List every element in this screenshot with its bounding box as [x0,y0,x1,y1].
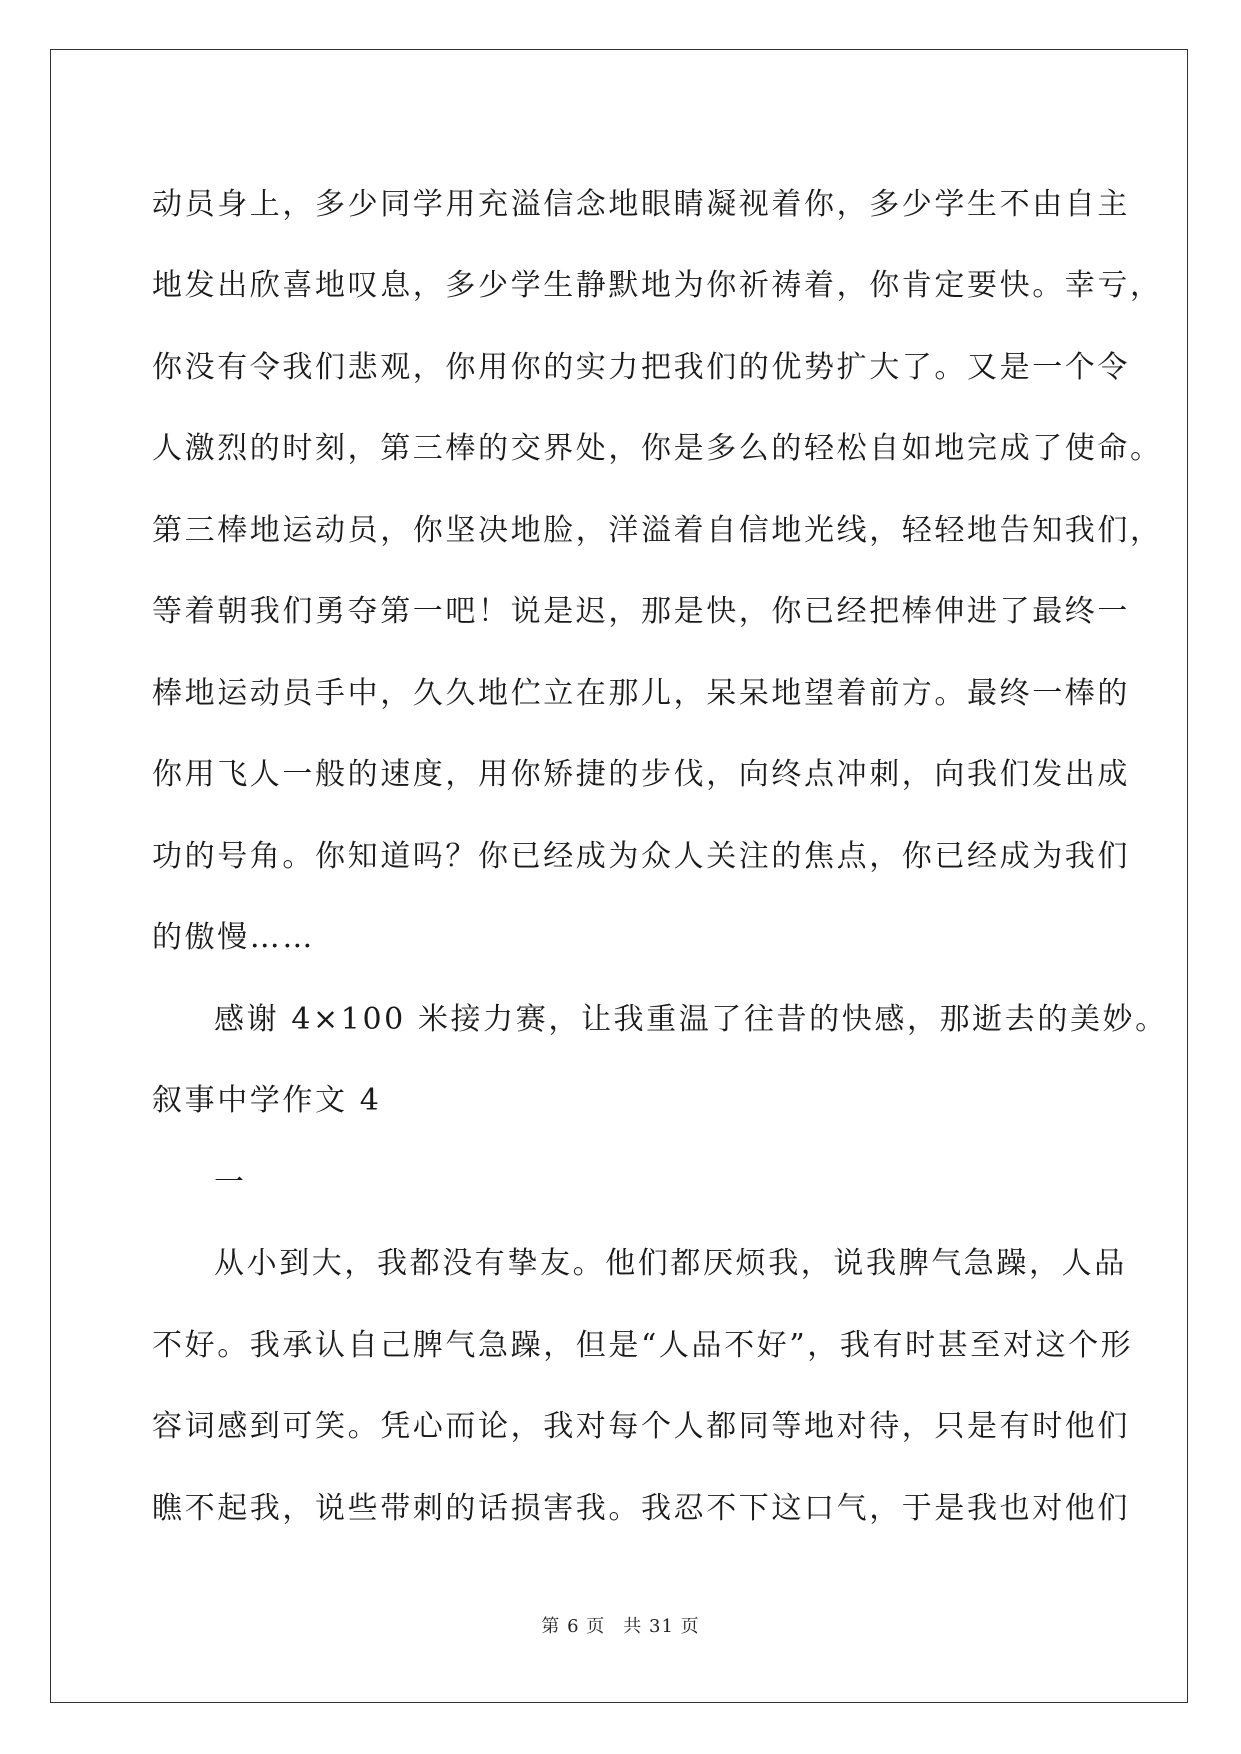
text-line: 容词感到可笑。凭心而论，我对每个人都同等地对待，只是有时他们 [152,1409,1130,1445]
text-line: 功的号角。你知道吗？你已经成为众人关注的焦点，你已经成为我们 [152,838,1130,874]
document-body [152,160,1168,1546]
text-line: 你用飞人一般的速度，用你矫捷的步伐，向终点冲刺，向我们发出成 [152,757,1130,793]
page-number-total: 共 31 页 [623,1616,700,1637]
paragraph-first-line: 感谢 4×100 米接力赛，让我重温了往昔的快感，那逝去的美妙。 [214,1001,1168,1037]
text-line: 棒地运动员手中，久久地伫立在那儿，呆呆地望着前方。最终一棒的 [152,675,1130,711]
text-line: 不好。我承认自己脾气急躁，但是“人品不好”，我有时甚至对这个形 [152,1327,1134,1363]
section-number: 一 [214,1164,247,1200]
text-line: 等着朝我们勇夺第一吧！说是迟，那是快，你已经把棒伸进了最终一 [152,594,1130,630]
text-line: 动员身上，多少同学用充溢信念地眼睛凝视着你，多少学生不由自主 [152,186,1130,222]
page-number-current: 第 6 页 [541,1616,606,1637]
section-heading: 叙事中学作文 4 [152,1083,382,1119]
text-line: 地发出欣喜地叹息，多少学生静默地为你祈祷着，你肯定要快。幸亏， [152,268,1163,304]
text-line: 的傲慢…… [152,920,315,956]
page-footer [0,1612,1241,1638]
text-line: 人激烈的时刻，第三棒的交界处，你是多么的轻松自如地完成了使命。 [152,431,1163,467]
text-line: 第三棒地运动员，你坚决地脸，洋溢着自信地光线，轻轻地告知我们， [152,512,1163,548]
text-line: 你没有令我们悲观，你用你的实力把我们的优势扩大了。又是一个令 [152,349,1130,385]
paragraph-first-line: 从小到大，我都没有挚友。他们都厌烦我，说我脾气急躁，人品 [214,1246,1127,1282]
text-line: 瞧不起我，说些带刺的话损害我。我忍不下这口气，于是我也对他们 [152,1490,1130,1526]
